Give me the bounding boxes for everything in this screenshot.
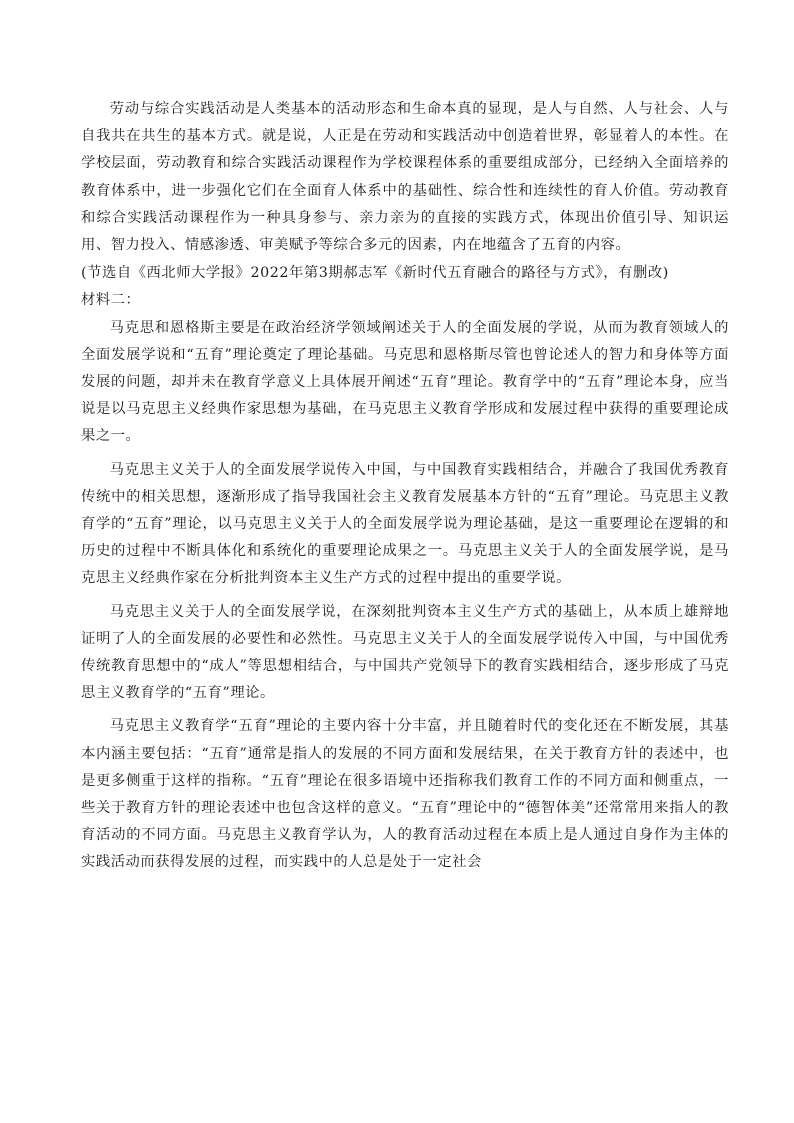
paragraph-introduction-to-china: 马克思主义关于人的全面发展学说传入中国，与中国教育实践相结合，并融合了我国优秀教育传统中的相关思想，逐渐形成了指导我国社会主义教育发展基本方针的“五育”理论。马克思主义教育学的“五育”理论，以马克思主义关于人的全面发展学说为理论基础，是这一重要理论在逻辑的和历史的过程中不断具体化和系统化的重要理论成果之一。马克思主义关于人的全面发展学说，是马克思主义经典作家在分析批判资本主义生产方式的过程中提出的重要学说。 (81, 461, 729, 587)
paragraph-labor-practice: 劳动与综合实践活动是人类基本的活动形态和生命本真的显现，是人与自然、人与社会、人与自我共在共生的基本方式。就是说，人正是在劳动和实践活动中创造着世界，彰显着人的本性。在学校层面，劳动教育和综合实践活动课程作为学校课程体系的重要组成部分，已经纳入全面培养的教育体系中，进一步强化它们在全面育人体系中的基础性、综合性和连续性的育人价值。劳动教育和综合实践活动课程作为一种具身参与、亲力亲为的直接的实践方式，体现出价值引导、知识运用、智力投入、情感渗透、审美赋予等综合多元的因素，内在地蕴含了五育的内容。 (81, 101, 729, 254)
paragraph-five-education-content: 马克思主义教育学“五育”理论的主要内容十分丰富，并且随着时代的变化还在不断发展，其基本内涵主要包括：“五育”通常是指人的发展的不同方面和发展结果，在关于教育方针的表述中，也是更多侧重于这样的指称。“五育”理论在很多语境中还指称我们教育工作的不同方面和侧重点，一些关于教育方针的理论表述中也包含这样的意义。“五育”理论中的“德智体美”还常常用来指人的教育活动的不同方面。马克思主义教育学认为，人的教育活动过程在本质上是人通过自身作为主体的实践活动而获得发展的过程，而实践中的人总是处于一定社会 (81, 718, 729, 871)
material-two-heading: 材料二： (81, 292, 141, 309)
paragraph-all-round-development: 马克思主义关于人的全面发展学说，在深刻批判资本主义生产方式的基础上，从本质上雄辩地证明了人的全面发展的必要性和必然性。马克思主义关于人的全面发展学说传入中国，与中国优秀传统教育思想中的“成人”等思想相结合，与中国共产党领导下的教育实践相结合，逐步形成了马克思主义教育学的“五育”理论。 (81, 603, 729, 702)
document-body (81, 96, 729, 877)
paragraph-marx-engels: 马克思和恩格斯主要是在政治经济学领域阐述关于人的全面发展的学说，从而为教育领域人的全面发展学说和“五育”理论奠定了理论基础。马克思和恩格斯尽管也曾论述人的智力和身体等方面发展的问题，却并未在教育学意义上具体展开阐述“五育”理论。教育学中的“五育”理论本身，应当说是以马克思主义经典作家思想为基础，在马克思主义教育学形成和发展过程中获得的重要理论成果之一。 (81, 319, 729, 445)
source-citation: (节选自《西北师大学报》2022年第3期郝志军《新时代五育融合的路径与方式》，有删改) (81, 265, 669, 282)
